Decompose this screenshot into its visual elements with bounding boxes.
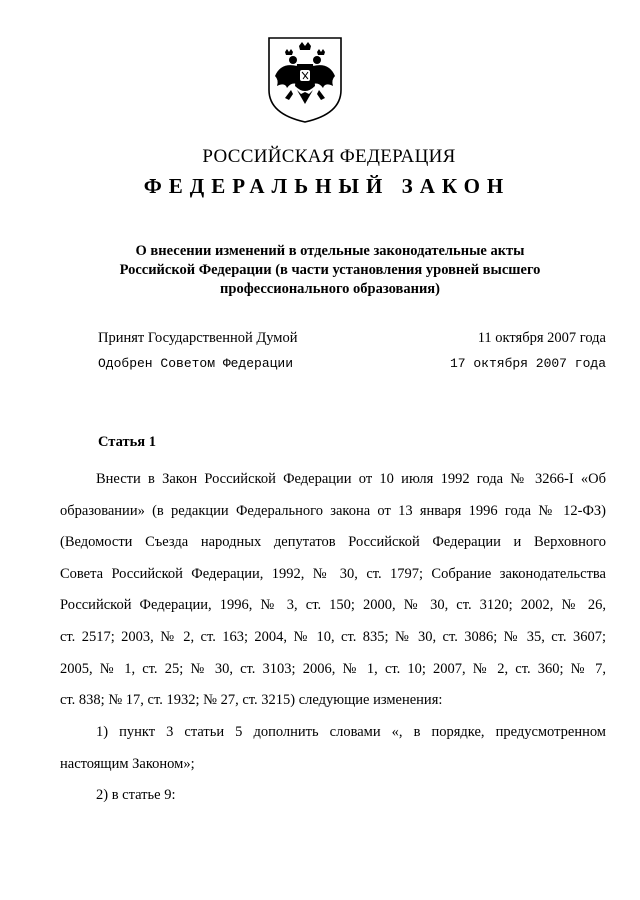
paragraph-line: Внести в Закон Российской Федерации от 10 июля 1992 года № 3266-I «Об (96, 471, 606, 487)
paragraph-line: 2005, № 1, ст. 25; № 30, ст. 3103; 2006, № 1, ст. 10; 2007, № 2, ст. 360; № 7, (60, 660, 606, 677)
paragraph-line: 1) пункт 3 статьи 5 дополнить словами «, в порядке, предусмотренном (96, 724, 606, 740)
paragraph-line: Совета Российской Федерации, 1992, № 30, ст. 1797; Собрание законодательства (60, 565, 606, 582)
paragraph-line: образовании» (в редакции Федерального закона от 13 января 1996 года № 12-ФЗ) (60, 502, 606, 519)
council-approval-row (98, 356, 606, 371)
paragraph-line: Российской Федерации, 1996, № 3, ст. 150; 2000, № 30, ст. 3120; 2002, № 26, (60, 597, 606, 614)
duma-adoption-label: Принят Государственной Думой (98, 330, 298, 346)
law-title (110, 242, 550, 299)
law-title-line: О внесении изменений в отдельные законодательные акты (135, 243, 525, 259)
document-type-heading: ФЕДЕРАЛЬНЫЙ ЗАКОН (143, 174, 511, 198)
paragraph-line: ст. 2517; 2003, № 2, ст. 163; 2004, № 10, ст. 835; № 30, ст. 3086; № 35, ст. 3607; (60, 628, 606, 645)
duma-adoption-row (98, 330, 606, 347)
duma-adoption-date: 11 октября 2007 года (477, 330, 606, 346)
paragraph-line: 2) в статье 9: (96, 787, 176, 803)
law-title-line: Российской Федерации (в части установления уровней высшего (119, 262, 541, 278)
council-approval-label: Одобрен Советом Федерации (98, 356, 294, 371)
paragraph-line: (Ведомости Съезда народных депутатов Российской Федерации и Верховного (60, 534, 606, 551)
article-title: Статья 1 (98, 434, 156, 450)
item-1-paragraph (60, 717, 606, 780)
article-intro-paragraph (60, 464, 606, 717)
country-heading: РОССИЙСКАЯ ФЕДЕРАЦИЯ (202, 146, 456, 167)
item-2-paragraph (60, 780, 606, 812)
paragraph-line: настоящим Законом»; (60, 755, 195, 772)
law-title-line: профессионального образования) (220, 281, 440, 297)
council-approval-date: 17 октября 2007 года (449, 356, 606, 371)
paragraph-line: ст. 838; № 17, ст. 1932; № 27, ст. 3215) следующие изменения: (60, 692, 443, 709)
russian-coat-of-arms-icon (263, 36, 347, 124)
